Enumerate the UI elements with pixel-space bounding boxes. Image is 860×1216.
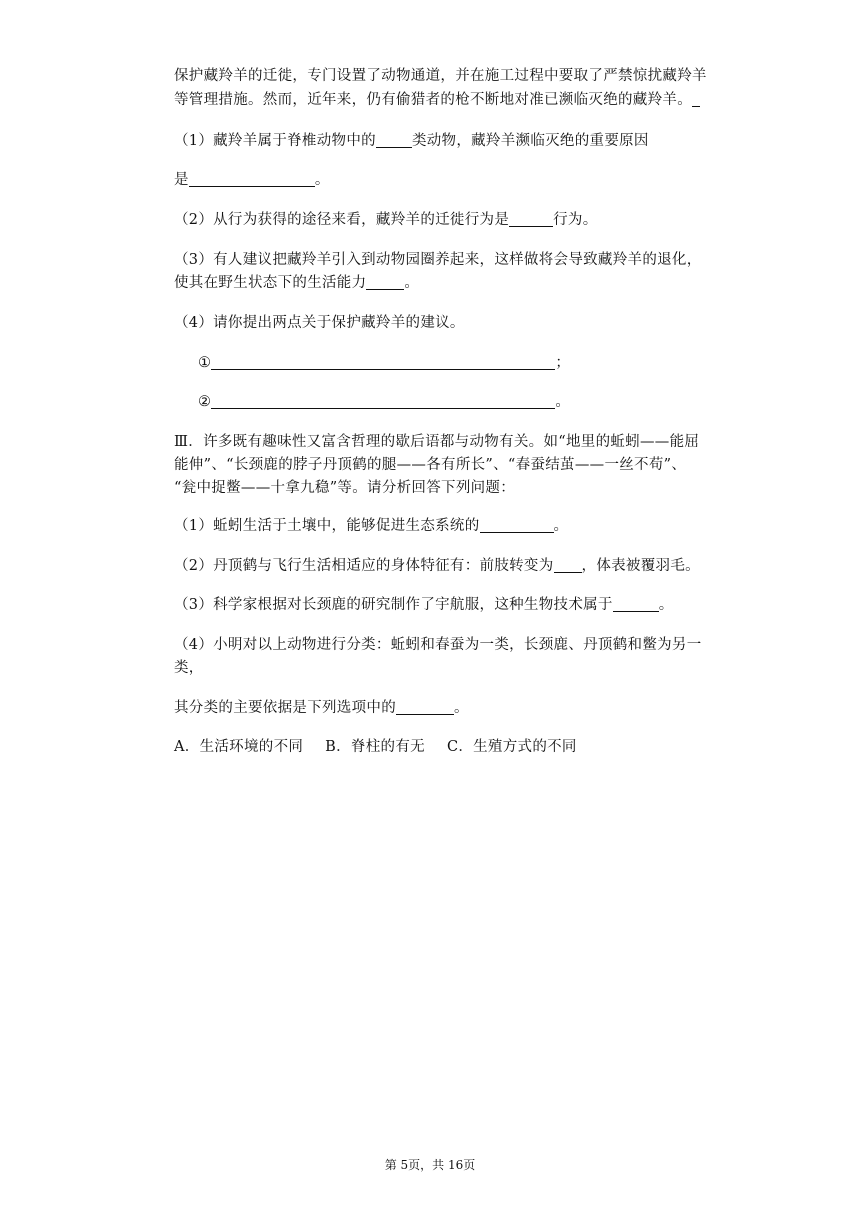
sub-question-1: （1）蚯蚓生活于土壤中，能够促进生态系统的 。 [174,518,569,534]
suggestion-2: ② 。 [198,394,571,410]
sub-question-3: （3）科学家根据对长颈鹿的研究制作了宇航服，这种生物技术属于 。 [174,597,674,613]
question-1-line-1: （1）藏羚羊属于脊椎动物中的 类动物，藏羚羊濒临灭绝的重要原因 [174,133,649,149]
suggestion-1: ① ； [198,355,571,371]
option-c: C．生殖方式的不同 [446,739,577,755]
option-b: B．脊柱的有无 [325,739,425,755]
question-1-line-2: 是 。 [174,172,330,188]
option-a: A．生活环境的不同 [174,739,304,755]
sub-question-4-line-1: （4）小明对以上动物进行分类：蚯蚓和春蚕为一类，长颈鹿、丹顶鹤和鳖为另一 [174,637,702,653]
question-3-line-1: （3）有人建议把藏羚羊引入到动物园圈养起来，这样做将会导致藏羚羊的退化， [174,252,702,268]
sub-question-2: （2）丹顶鹤与飞行生活相适应的身体特征有：前肢转变为 ，体表被覆羽毛。 [174,558,700,574]
section-3-line-1: Ⅲ．许多既有趣味性又富含哲理的歇后语都与动物有关。如“地里的蚯蚓——能屈 [174,434,700,450]
page-footer: 第 5页，共 16页 [384,1158,476,1172]
question-3-line-2: 使其在野生状态下的生活能力 。 [174,275,420,291]
sub-question-4-line-2: 类， [174,660,204,676]
question-2: （2）从行为获得的途径来看，藏羚羊的迁徙行为是 行为。 [174,212,598,228]
sub-question-4-line-3: 其分类的主要依据是下列选项中的 。 [174,700,469,716]
intro-line-1: 保护藏羚羊的迁徙，专门设置了动物通道，并在施工过程中要取了严禁惊扰藏羚羊 [174,68,707,84]
intro-line-2: 等管理措施。然而，近年来，仍有偷猎者的枪不断地对准已濒临灭绝的藏羚羊。 [174,88,700,112]
section-3-line-2: 能伸”、“长颈鹿的脖子丹顶鹤的腿——各有所长”、“春蚕结茧——一丝不苟”、 [174,457,687,473]
answer-options [174,735,599,759]
question-4: （4）请你提出两点关于保护藏羚羊的建议。 [174,315,465,331]
section-3-line-3: “瓮中捉鳖——十拿九稳”等。请分析回答下列问题： [174,480,516,496]
